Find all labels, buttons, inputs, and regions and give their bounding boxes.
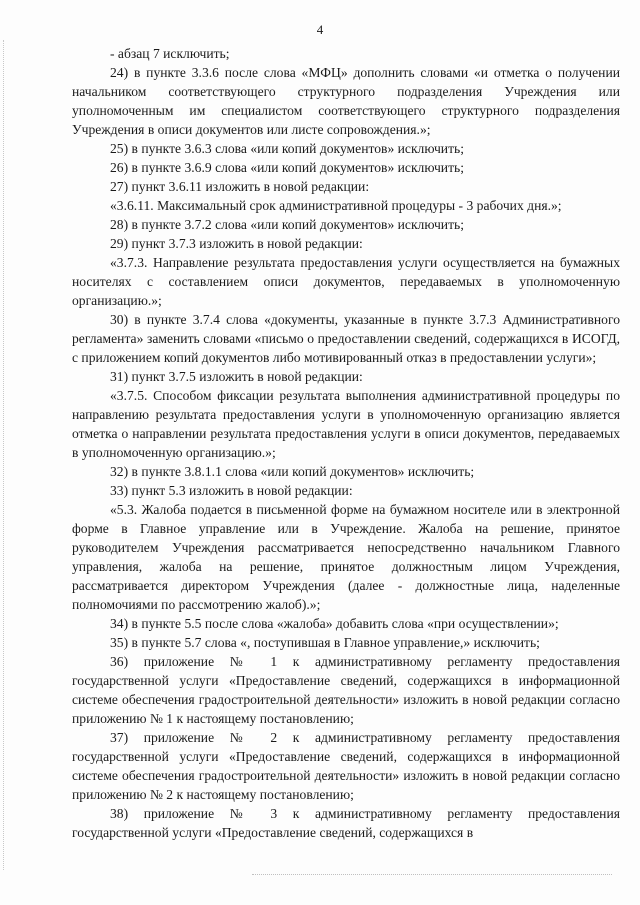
paragraph-30: 30) в пункте 3.7.4 слова «документы, указанные в пункте 3.7.3 Административного регламента» заменить словами «письмо о предоставлении сведений, содержащихся в ИСОГД, с приложением копий документов либо мотивированный отказ в предоставлении услуги»; [72,312,620,365]
page-number: 4 [316,22,324,37]
paragraph-abzac-7: - абзац 7 исключить; [110,46,230,61]
paragraph-29: 29) пункт 3.7.3 изложить в новой редакции: [110,236,363,251]
paragraph-3-7-3: «3.7.3. Направление результата предоставления услуги осуществляется на бумажных носителях с составлением описи документов, передаваемых в уполномоченную организацию.»; [72,255,620,308]
scan-bottom-edge [252,874,612,875]
paragraph-31: 31) пункт 3.7.5 изложить в новой редакции: [110,369,363,384]
paragraph-3-6-11: «3.6.11. Максимальный срок административной процедуры - 3 рабочих дня.»; [110,198,562,213]
scan-edge-marks [3,40,6,870]
paragraph-28: 28) в пункте 3.7.2 слова «или копий документов» исключить; [110,217,465,232]
paragraph-24: 24) в пункте 3.3.6 после слова «МФЦ» дополнить словами «и отметка о получении начальником соответствующего структурного подразделения Учреждения или уполномоченным им специалистом соответствующего структурного подразделения Учреждения в описи документов или листе сопровождения.»; [72,65,620,137]
paragraph-32: 32) в пункте 3.8.1.1 слова «или копий документов» исключить; [110,464,475,479]
paragraph-25: 25) в пункте 3.6.3 слова «или копий документов» исключить; [110,141,465,156]
paragraph-38: 38) приложение № 3 к административному регламенту предоставления государственной услуги «Предоставление сведений, содержащихся в [72,806,620,840]
paragraph-36: 36) приложение № 1 к административному регламенту предоставления государственной услуги «Предоставление сведений, содержащихся в информационной системе обеспечения градостроительной деятельности» изложить в новой редакции согласно приложению № 1 к настоящему постановлению; [72,654,620,726]
paragraph-5-3: «5.3. Жалоба подается в письменной форме на бумажном носителе или в электронной форме в Главное управление или в Учреждение. Жалоба на решение, принятое руководителем Учреждения рассматривается непосредственно начальником Главного управления, жалоба на решение, принятое должностным лицом Учреждения, рассматривается директором Учреждения (далее - должностные лица, наделенные полномочиями по рассмотрению жалоб).»; [72,502,620,612]
paragraph-3-7-5: «3.7.5. Способом фиксации результата выполнения административной процедуры по направлению результата предоставления услуги в уполномоченную организацию является отметка о направлении результата предоставления услуги в описи документов, передаваемых в уполномоченную организацию.»; [72,388,620,460]
paragraph-37: 37) приложение № 2 к административному регламенту предоставления государственной услуги «Предоставление сведений, содержащихся в информационной системе обеспечения градостроительной деятельности» изложить в новой редакции согласно приложению № 2 к настоящему постановлению; [72,730,620,802]
paragraph-33: 33) пункт 5.3 изложить в новой редакции: [110,483,353,498]
paragraph-27: 27) пункт 3.6.11 изложить в новой редакции: [110,179,370,194]
paragraph-35: 35) в пункте 5.7 слова «, поступившая в Главное управление,» исключить; [110,635,540,650]
paragraph-34: 34) в пункте 5.5 после слова «жалоба» добавить слова «при осуществлении»; [110,616,559,631]
paragraph-26: 26) в пункте 3.6.9 слова «или копий документов» исключить; [110,160,465,175]
document-body [72,44,620,842]
